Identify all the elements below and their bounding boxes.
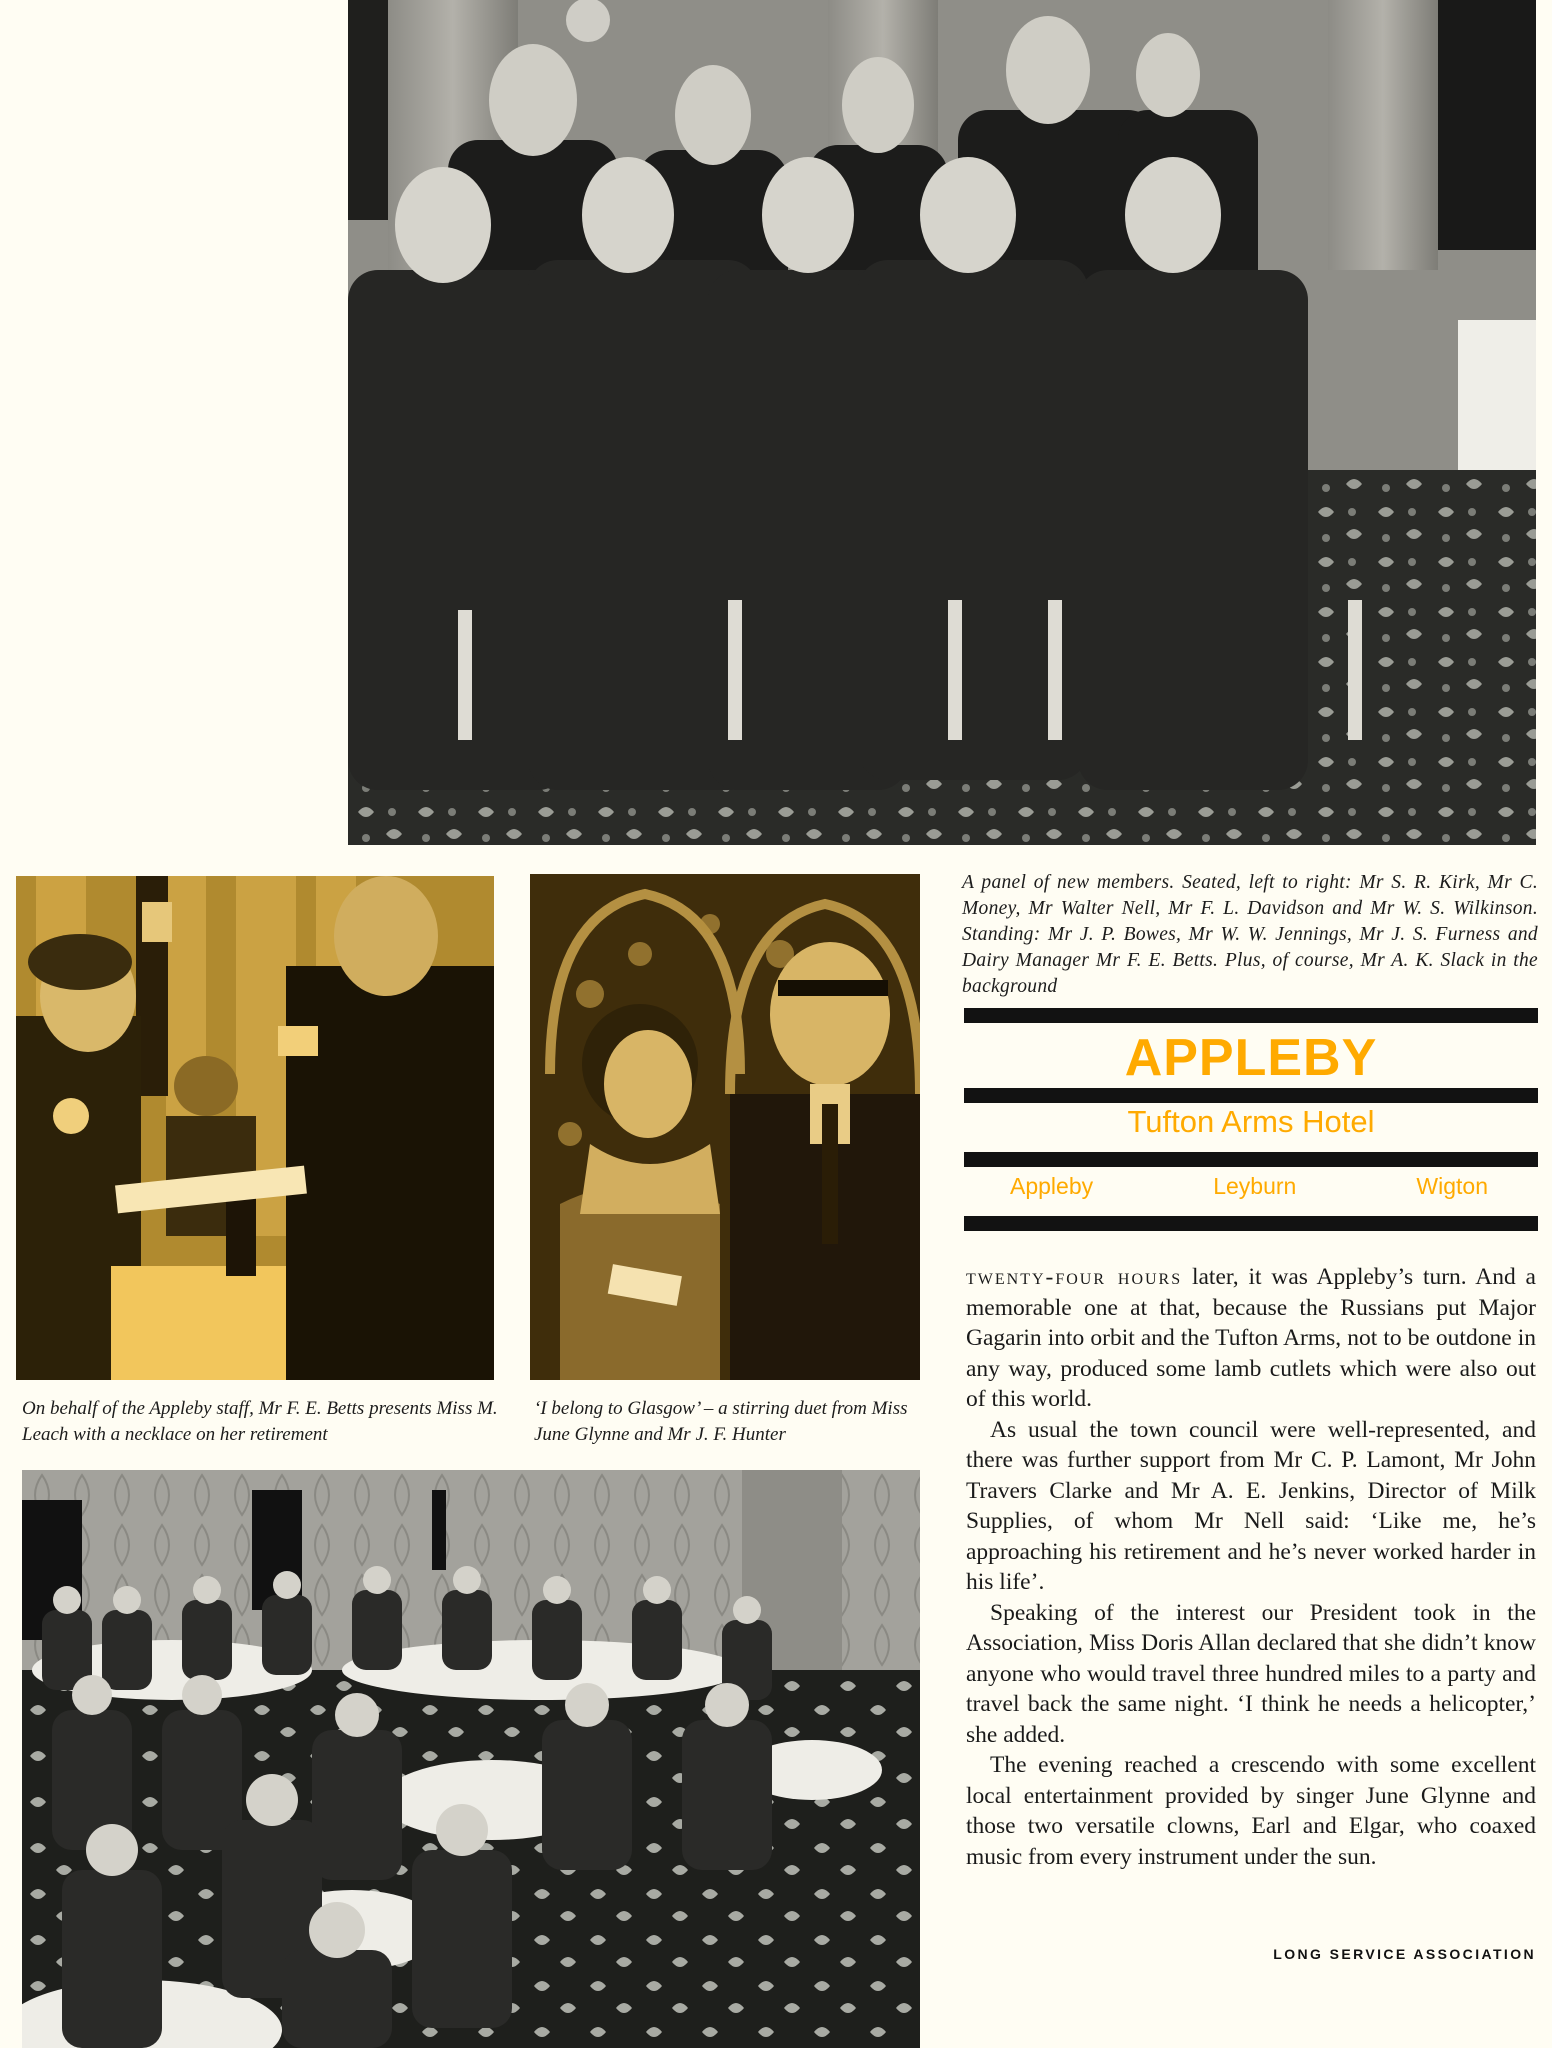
retirement-presentation-photo — [16, 876, 494, 1380]
town-appleby: Appleby — [1010, 1173, 1094, 1199]
group-photo-caption: A panel of new members. Seated, left to right: Mr S. R. Kirk, Mr C. Money, Mr Walter Nell, Mr F. L. Davidson and Mr W. S. Wilkinson. Standing: Mr J. P. Bowes, Mr W. W. Jennings, Mr J. S. Furness and Dairy Manager Mr F. E. Betts. Plus, of course, Mr A. K. Slack in the background — [962, 872, 1538, 997]
venue-subtitle: Tufton Arms Hotel — [1127, 1104, 1375, 1139]
heading-rule-bottom — [964, 1216, 1538, 1231]
article-paragraph-4: The evening reached a crescendo with some excellent local entertainment provided by singer June Glynne and those two versatile clowns, Earl and Elgar, who coaxed music from every instrument under the sun. — [966, 1752, 1536, 1870]
group-photo-illustration — [348, 0, 1536, 845]
heading-rule-upper-middle — [964, 1088, 1538, 1103]
article-paragraph-1 — [966, 1262, 1536, 1415]
town-wigton: Wigton — [1416, 1173, 1488, 1199]
dinner-hall-photo — [22, 1470, 920, 2048]
publication-footer-label: LONG SERVICE ASSOCIATION — [1273, 1946, 1536, 1962]
heading-rule-lower-middle — [964, 1152, 1538, 1167]
section-title: APPLEBY — [1124, 1029, 1378, 1087]
retirement-photo-caption: On behalf of the Appleby staff, Mr F. E. Betts presents Miss M. Leach with a necklace on her retirement — [22, 1398, 498, 1445]
article-paragraph-3: Speaking of the interest our President took in the Association, Miss Doris Allan declared that she didn’t know anyone who would travel three hundred miles to a party and travel back the same night. ‘I think he needs a helicopter,’ she added. — [966, 1599, 1536, 1748]
duet-photo-caption: ‘I belong to Glasgow’ – a stirring duet from Miss June Glynne and Mr J. F. Hunter — [534, 1398, 908, 1445]
retirement-photo-illustration — [16, 876, 494, 1380]
article-paragraph-1-text: later, it was Appleby’s turn. And a memorable one at that, because the Russians put Major Gagarin into orbit and the Tufton Arms, not to be outdone in any way, produced some lamb cutlets which were also out of this world. — [966, 1264, 1536, 1412]
duet-singers-photo — [530, 874, 920, 1380]
heading-rule-top — [964, 1008, 1538, 1023]
duet-photo-illustration — [530, 874, 920, 1380]
article-body — [966, 1262, 1536, 1872]
article-paragraph-2: As usual the town council were well-represented, and there was further support from Mr C. P. Lamont, Mr John Travers Clarke and Mr A. E. Jenkins, Director of Milk Supplies, of whom Mr Nell said: ‘Like me, he’s approaching his retirement and he’s never worked harder in his life’. — [966, 1416, 1536, 1595]
article-lead-in: twenty-four hours — [966, 1264, 1183, 1290]
dinner-photo-illustration — [22, 1470, 920, 2048]
town-leyburn: Leyburn — [1213, 1173, 1297, 1199]
group-photo-new-members — [348, 0, 1536, 845]
town-list — [964, 1172, 1538, 1200]
